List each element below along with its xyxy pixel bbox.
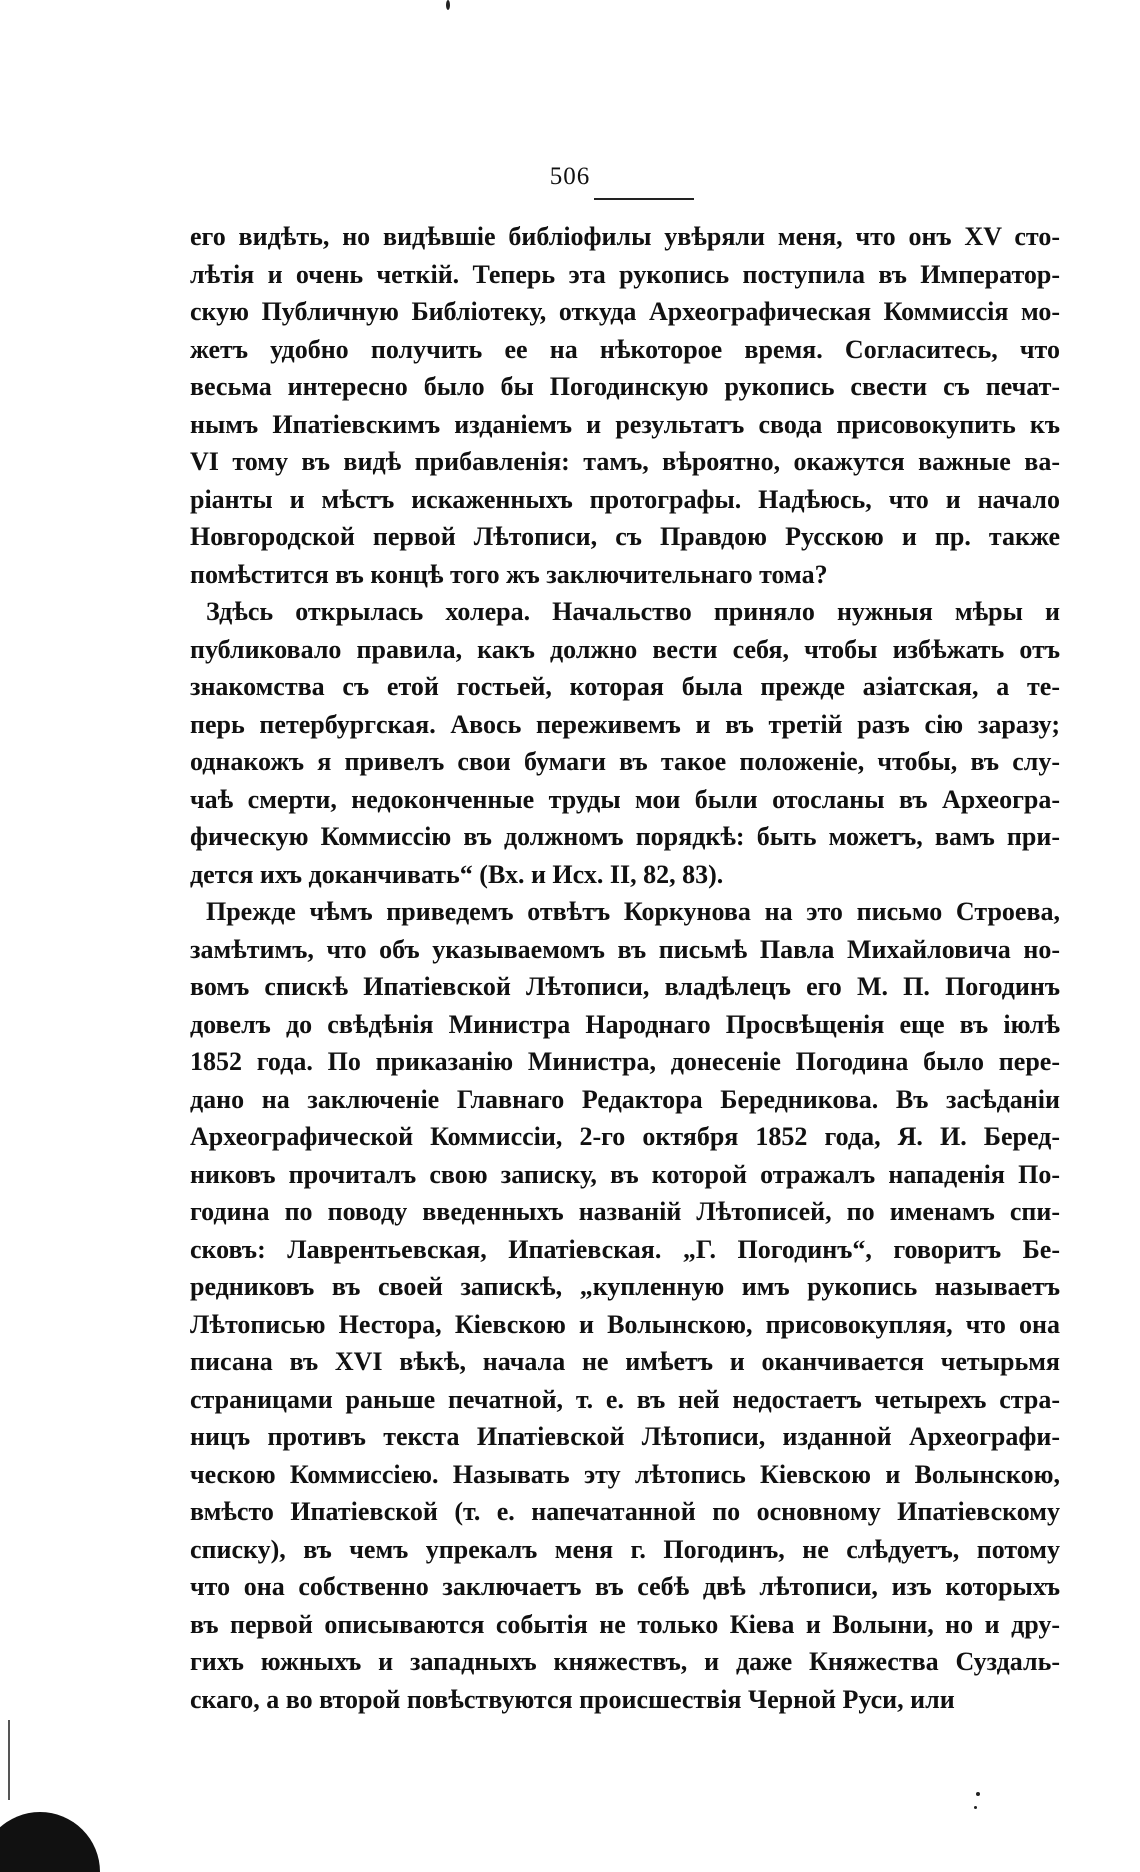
text-line: списку), въ чемъ упрекалъ меня г. Погодинъ, не слѣдуетъ, потому — [190, 1534, 1060, 1564]
text-line: писана въ XVI вѣкѣ, начала не имѣетъ и оканчивается четырьмя — [190, 1347, 1060, 1376]
text-line: дано на заключеніе Главнаго Редактора Бередникова. Въ засѣданіи — [190, 1084, 1060, 1114]
ink-speck — [976, 1792, 980, 1796]
text-line: ческою Коммиссіею. Называть эту лѣтопись Кіевскою и Волынскою, — [190, 1459, 1060, 1489]
text-line: публиковало правила, какъ должно вести себя, чтобы избѣжать отъ — [190, 634, 1060, 664]
page-number-rule — [594, 198, 694, 200]
text-line: ріанты и мѣстъ искаженныхъ протографы. Надѣюсь, что и начало — [190, 484, 1060, 514]
text-line: однакожъ я привелъ свои бумаги въ такое положеніе, чтобы, въ слу- — [190, 747, 1060, 776]
text-line: что она собственно заключаетъ въ себѣ двѣ лѣтописи, изъ которыхъ — [190, 1572, 1060, 1601]
text-line: 1852 года. По приказанію Министра, донесеніе Погодина было пере- — [190, 1047, 1060, 1076]
scan-edge — [8, 1720, 10, 1800]
text-line: Археографической Коммиссіи, 2-го октября 1852 года, Я. И. Беред- — [190, 1122, 1060, 1151]
text-line: скую Публичную Библіотеку, откуда Археографическая Коммиссія мо- — [190, 297, 1060, 326]
text-line: его видѣть, но видѣвшіе библіофилы увѣряли меня, что онъ XV сто- — [190, 222, 1060, 251]
text-line: перь петербургская. Авось переживемъ и въ третій разъ сію заразу; — [190, 709, 1060, 739]
page-text — [190, 218, 1060, 1718]
text-line: вмѣсто Ипатіевской (т. е. напечатанной по основному Ипатіевскому — [190, 1497, 1060, 1526]
text-line: знакомства съ етой гостьей, которая была прежде азіатская, а те- — [190, 672, 1060, 701]
text-line: редниковъ въ своей запискѣ, „купленную имъ рукопись называетъ — [190, 1272, 1060, 1301]
text-line: ницъ противъ текста Ипатіевской Лѣтописи, изданной Археографи- — [190, 1422, 1060, 1451]
text-line: VI тому въ видѣ прибавленія: тамъ, вѣроятно, окажутся важные ва- — [190, 447, 1060, 476]
text-line: сковъ: Лаврентьевская, Ипатіевская. „Г. Погодинъ“, говоритъ Бе- — [190, 1234, 1060, 1264]
text-line: никовъ прочиталъ свою записку, въ которой отражалъ нападенія По- — [190, 1159, 1060, 1189]
text-line: нымъ Ипатіевскимъ изданіемъ и результатъ свода присовокупить къ — [190, 409, 1060, 439]
text-line: фическую Коммиссію въ должномъ порядкѣ: быть можетъ, вамъ при- — [190, 822, 1060, 851]
text-line: страницами раньше печатной, т. е. въ ней недостаетъ четырехъ стра- — [190, 1384, 1060, 1414]
text-line: жетъ удобно получить ее на нѣкоторое время. Согласитесь, что — [190, 334, 1060, 364]
scan-edge-blot — [0, 1812, 100, 1872]
text-line: замѣтимъ, что объ указываемомъ въ письмѣ Павла Михайловича но- — [190, 934, 1060, 964]
text-line: лѣтія и очень четкій. Теперь эта рукопись поступила въ Император- — [190, 259, 1060, 289]
text-line: Прежде чѣмъ приведемъ отвѣтъ Коркунова на это письмо Строева, — [206, 897, 1060, 926]
text-line: Новгородской первой Лѣтописи, съ Правдою Русскою и пр. также — [190, 522, 1060, 551]
text-line: весьма интересно было бы Погодинскую рукопись свести съ печат- — [190, 372, 1060, 401]
ink-speck — [974, 1806, 977, 1809]
ink-speck — [446, 0, 450, 10]
text-line: довелъ до свѣдѣнія Министра Народнаго Просвѣщенія еще въ іюлѣ — [190, 1009, 1060, 1039]
text-line: въ первой описываются событія не только Кіева и Волыни, но и дру- — [190, 1609, 1060, 1639]
page-number: 506 — [549, 163, 591, 190]
text-line: чаѣ смерти, недоконченные труды мои были отосланы въ Археогра- — [190, 784, 1060, 814]
text-line: Лѣтописью Нестора, Кіевскою и Волынскою, присовокупляя, что она — [190, 1309, 1060, 1339]
text-line: година по поводу введенныхъ названій Лѣтописей, по именамъ спи- — [190, 1197, 1060, 1226]
text-line: скаго, а во второй повѣствуются происшествія Черной Руси, или — [190, 1684, 955, 1714]
text-line: Здѣсь открылась холера. Начальство приняло нужныя мѣры и — [206, 597, 1060, 626]
text-line: гихъ южныхъ и западныхъ княжествъ, и даже Княжества Суздаль- — [190, 1647, 1060, 1676]
text-line: дется ихъ доканчивать“ (Вх. и Исх. II, 82, 83). — [190, 859, 724, 889]
text-line: помѣстится въ концѣ того жъ заключительнаго тома? — [190, 559, 828, 589]
text-line: вомъ спискѣ Ипатіевской Лѣтописи, владѣлецъ его М. П. Погодинъ — [190, 972, 1060, 1001]
